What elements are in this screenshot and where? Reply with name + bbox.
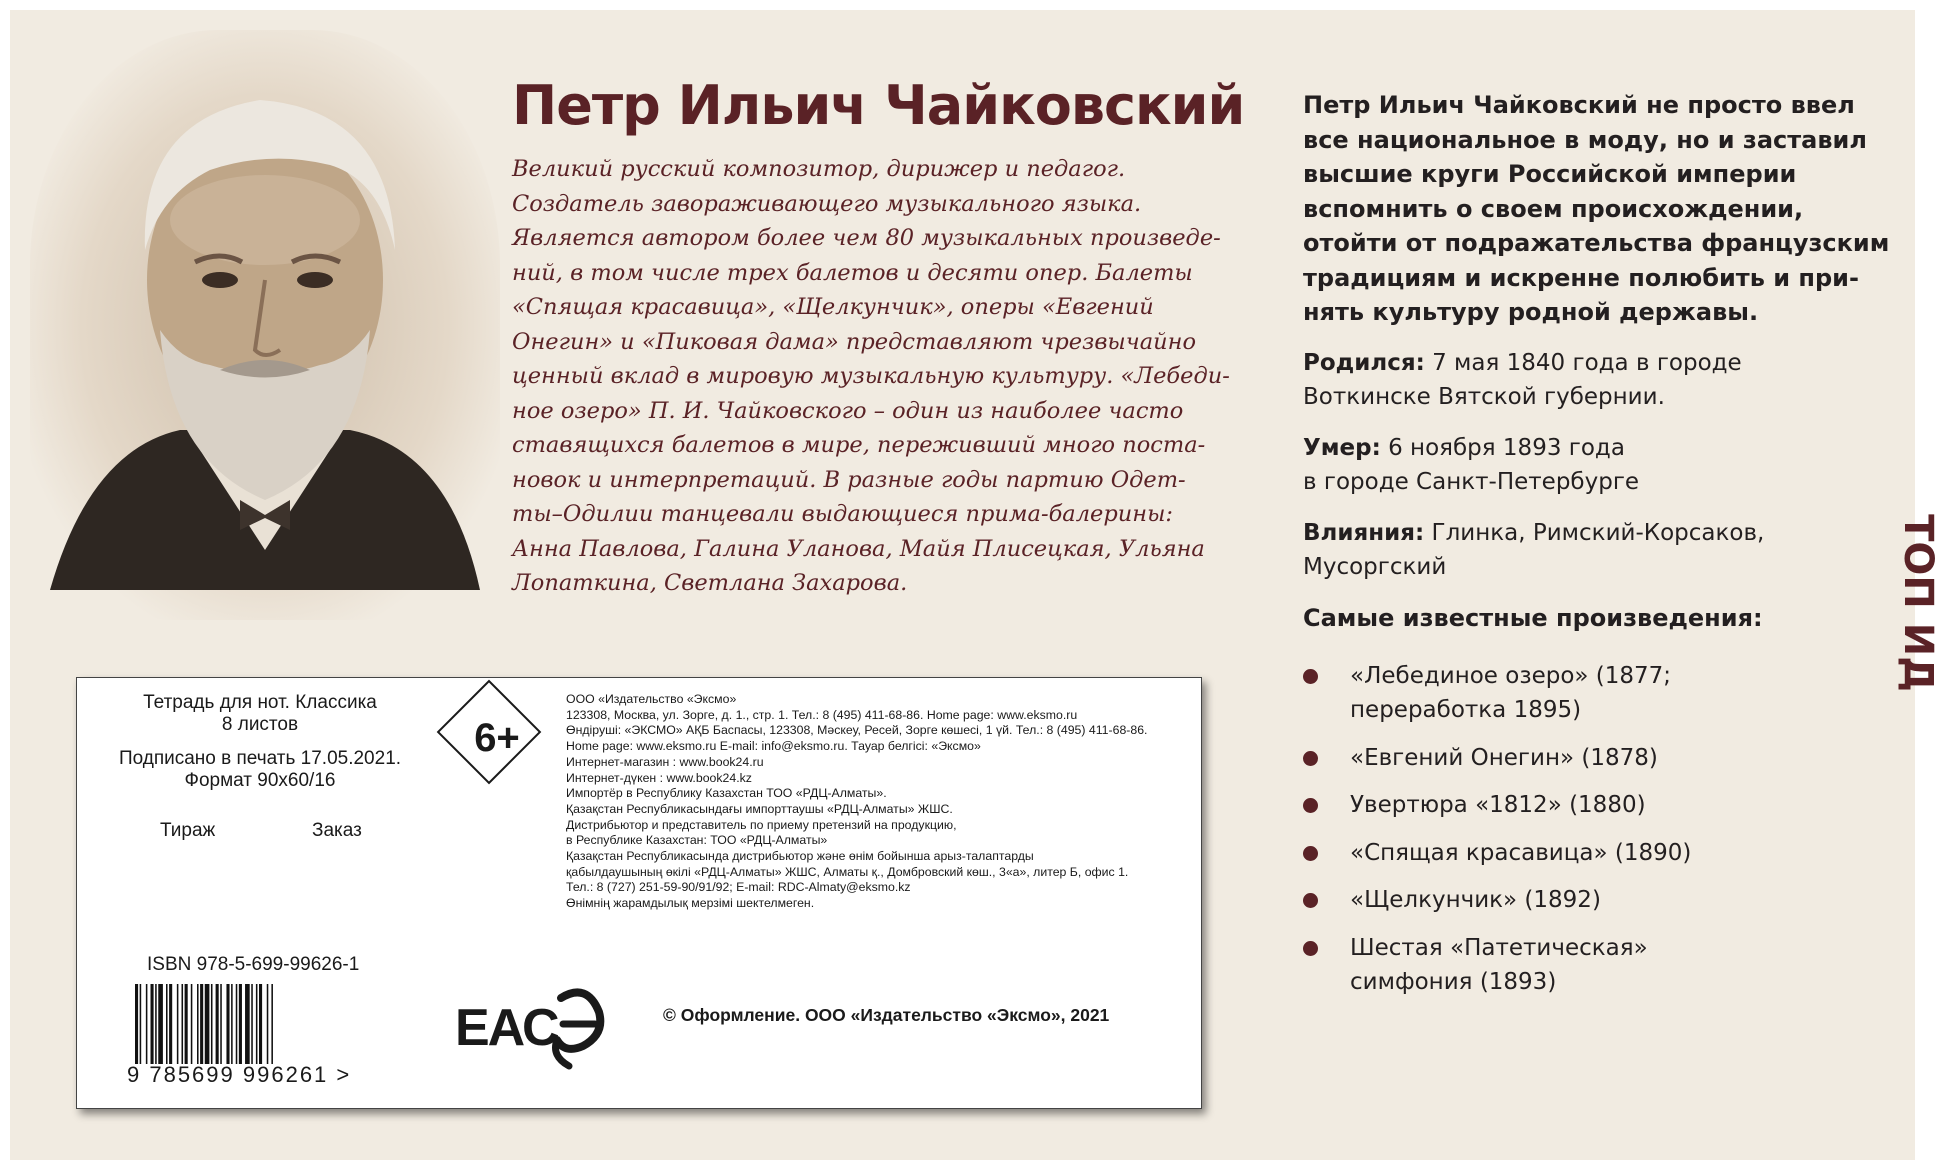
born-fact — [1303, 346, 1893, 415]
bullet-icon — [1303, 846, 1318, 861]
notebook-cover — [10, 10, 1941, 1160]
format: Формат 90x60/16 — [184, 770, 336, 791]
product-name: Тетрадь для нот. Классика — [143, 692, 377, 713]
died-value-line2: в городе Санкт-Петербурге — [1303, 469, 1640, 495]
isbn: ISBN 978-5-699-99626-1 — [147, 954, 360, 975]
tirazh-label: Тираж — [160, 820, 216, 841]
list-item: «Лебединое озеро» (1877; переработка 1895) — [1303, 659, 1893, 728]
intro-line: отойти от подражательства французским — [1303, 229, 1890, 257]
list-item: «Щелкунчик» (1892) — [1303, 883, 1893, 918]
list-item: Шестая «Патетическая» симфония (1893) — [1303, 931, 1893, 1000]
influences-value-line2: Мусоргский — [1303, 554, 1447, 580]
works-heading: Самые известные произведения: — [1303, 603, 1763, 632]
list-item: Увертюра «1812» (1880) — [1303, 788, 1893, 823]
composer-portrait — [30, 30, 500, 620]
facts-column — [1303, 88, 1893, 1013]
bullet-icon — [1303, 669, 1318, 684]
signed-date: Подписано в печать 17.05.2021. — [118, 748, 402, 769]
description-line: Лопаткина, Светлана Захарова. — [512, 570, 908, 596]
description-line: Анна Павлова, Галина Уланова, Майя Плисецкая, Ульяна — [512, 535, 1205, 562]
barcode — [127, 984, 387, 1090]
description-line: новок и интерпретаций. В разные годы партию Одет- — [512, 466, 1186, 493]
born-label: Родился: — [1303, 349, 1425, 376]
eac-mark-icon: ЕАС — [455, 999, 558, 1057]
zakaz-label: Заказ — [312, 820, 362, 841]
died-label: Умер: — [1303, 434, 1381, 461]
page-title: Петр Ильич Чайковский — [512, 74, 1245, 137]
imprint-box — [76, 677, 1202, 1109]
description-line: Великий русский композитор, дирижер и педагог. — [512, 156, 1126, 182]
intro-line: высшие круги Российской империи — [1303, 160, 1797, 188]
spine-text: ТОП ИД — [1895, 514, 1941, 692]
intro-line: все национальное в моду, но и заставил — [1303, 125, 1867, 154]
bullet-icon — [1303, 941, 1318, 956]
intro-line: вспомнить о своем происхождении, — [1303, 194, 1804, 223]
description-line: «Спящая красавица», «Щелкунчик», оперы «Евгений — [512, 294, 1154, 320]
intro-line: традициям и искренне полюбить и при- — [1303, 263, 1859, 292]
born-value-line2: Воткинске Вятской губернии. — [1303, 384, 1665, 410]
died-value: 6 ноября 1893 года — [1380, 434, 1625, 461]
description-line: Создатель завораживающего музыкального языка. — [512, 190, 1142, 217]
description-line: Является автором более чем 80 музыкальных произведе- — [512, 225, 1221, 251]
spine-label — [1894, 470, 1941, 730]
influences-value: Глинка, Римский-Корсаков, — [1424, 519, 1765, 546]
bullet-icon — [1303, 751, 1318, 766]
description-line: ное озеро» П. И. Чайковского – один из наиболее часто — [512, 397, 1184, 424]
intro-line: нять культуру родной державы. — [1303, 298, 1759, 326]
composer-description — [512, 152, 1230, 601]
copyright: © Оформление. ООО «Издательство «Эксмо», 2021 — [663, 1005, 1110, 1025]
list-item: «Спящая красавица» (1890) — [1303, 836, 1893, 871]
sheet-count: 8 листов — [221, 714, 299, 735]
description-line: ний, в том числе трех балетов и десяти опер. Балеты — [512, 259, 1193, 286]
born-value: 7 мая 1840 года в городе — [1424, 349, 1742, 376]
influences-fact — [1303, 516, 1893, 585]
intro-line: Петр Ильич Чайковский не просто ввел — [1303, 91, 1855, 119]
eksmo-logo-icon — [547, 984, 607, 1068]
works-list — [1303, 659, 1893, 1000]
bullet-icon — [1303, 798, 1318, 813]
description-line: Онегин» и «Пиковая дама» представляют чрезвычайно — [512, 328, 1197, 355]
influences-label: Влияния: — [1303, 519, 1425, 546]
list-item: «Евгений Онегин» (1878) — [1303, 741, 1893, 776]
description-line: ты–Одилии танцевали выдающиеся прима-балерины: — [512, 501, 1173, 527]
intro-paragraph — [1303, 88, 1893, 330]
legal-text: ООО «Издательство «Эксмо» 123308, Москва, ул. Зорге, д. 1., стр. 1. Тел.: 8 (495) 411-68-86. Home page: www.eksmo.ru Өндіруші: «ЭКСМО» АҚБ Баспасы, 123308, Мәскеу, Ресей, Зорге көшесі, 1 үй. Тел.: 8 (495) 411-68-86. Home page: www.eksmo.ru E-mail: info@eksmo.ru. Тауар белгісі: «Эксмо» Интернет-магазин : www.book24.ru Интернет-дүкен : www.book24.kz Импортёр в Республику Казахстан ТОО «РДЦ-Алматы». Қазақстан Республикасындағы импорттаушы «РДЦ-Алматы» ЖШС. Дистрибьютор и представитель по приему претензий на продукцию, в Республике Казахстан: ТОО «РДЦ-Алматы» Қазақстан Республикасында дистрибьютор және өнім бойынша арыз-талаптарды қабылдаушының өкілі «РДЦ-Алматы» ЖШС, Алматы қ., Домбровский көш., 3«а», литер Б, офис 1. Тел.: 8 (727) 251-59-90/91/92; E-mail: RDC-Almaty@eksmo.kz Өнімнің жарамдылық мерзімі шектелмеген. — [566, 692, 1148, 911]
description-line: ценный вклад в мировую музыкальную культуру. «Лебеди- — [512, 363, 1230, 389]
bullet-icon — [1303, 893, 1318, 908]
died-fact — [1303, 431, 1893, 500]
barcode-digits: 9 785699 996261 > — [127, 1062, 352, 1087]
description-line: ставящихся балетов в мире, переживший много поста- — [512, 432, 1206, 458]
age-rating: 6+ — [474, 716, 520, 760]
product-info — [77, 692, 443, 792]
